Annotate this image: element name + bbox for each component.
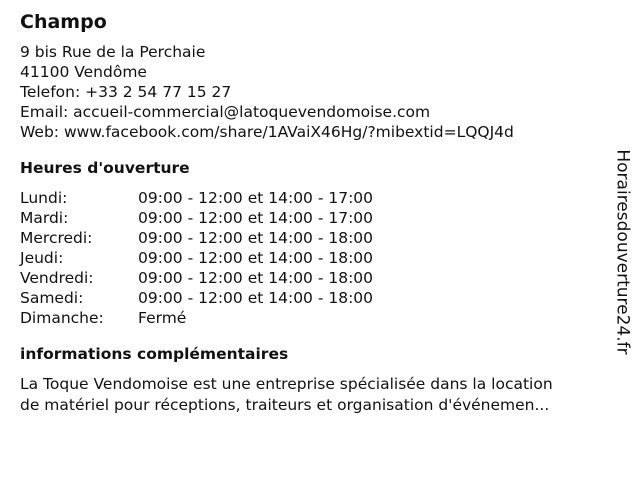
info-heading: informations complémentaires bbox=[20, 345, 289, 363]
address-line-2: 41100 Vendôme bbox=[20, 63, 147, 81]
day-label: Mardi: bbox=[20, 209, 69, 227]
day-label: Samedi: bbox=[20, 289, 84, 307]
hours-row-saturday bbox=[20, 288, 610, 308]
time-value: 09:00 - 12:00 et 14:00 - 17:00 bbox=[138, 209, 374, 227]
web-line[interactable]: Web: www.facebook.com/share/1AVaiX46Hg/?mibextid=LQQJ4d bbox=[20, 123, 514, 141]
hours-row-thursday bbox=[20, 248, 610, 268]
time-value: 09:00 - 12:00 et 14:00 - 18:00 bbox=[138, 229, 374, 247]
hours-row-tuesday bbox=[20, 208, 610, 228]
time-value: 09:00 - 12:00 et 14:00 - 17:00 bbox=[138, 189, 374, 207]
day-label: Vendredi: bbox=[20, 269, 94, 287]
email-line[interactable]: Email: accueil-commercial@latoquevendomoise.com bbox=[20, 103, 431, 121]
time-value: 09:00 - 12:00 et 14:00 - 18:00 bbox=[138, 249, 374, 267]
info-line-2: de matériel pour réceptions, traiteurs et organisation d'événemen... bbox=[20, 395, 550, 414]
time-value: Fermé bbox=[138, 309, 187, 327]
day-label: Lundi: bbox=[20, 189, 68, 207]
hours-table bbox=[20, 188, 610, 328]
day-label: Jeudi: bbox=[20, 249, 64, 267]
hours-row-sunday bbox=[20, 308, 610, 328]
hours-row-friday bbox=[20, 268, 610, 288]
hours-row-wednesday bbox=[20, 228, 610, 248]
site-brand-text: Horairesdouverture24.fr bbox=[613, 149, 633, 355]
day-label: Dimanche: bbox=[20, 309, 104, 327]
hours-heading: Heures d'ouverture bbox=[20, 159, 190, 177]
phone-line[interactable]: Telefon: +33 2 54 77 15 27 bbox=[20, 83, 232, 101]
info-line-1: La Toque Vendomoise est une entreprise spécialisée dans la location bbox=[20, 375, 553, 393]
info-description bbox=[20, 374, 620, 415]
time-value: 09:00 - 12:00 et 14:00 - 18:00 bbox=[138, 269, 374, 287]
site-brand bbox=[611, 134, 635, 370]
hours-row-monday bbox=[20, 188, 610, 208]
business-card bbox=[20, 10, 610, 415]
day-label: Mercredi: bbox=[20, 229, 93, 247]
address-line-1: 9 bis Rue de la Perchaie bbox=[20, 43, 206, 61]
business-name: Champo bbox=[20, 11, 107, 33]
time-value: 09:00 - 12:00 et 14:00 - 18:00 bbox=[138, 289, 374, 307]
